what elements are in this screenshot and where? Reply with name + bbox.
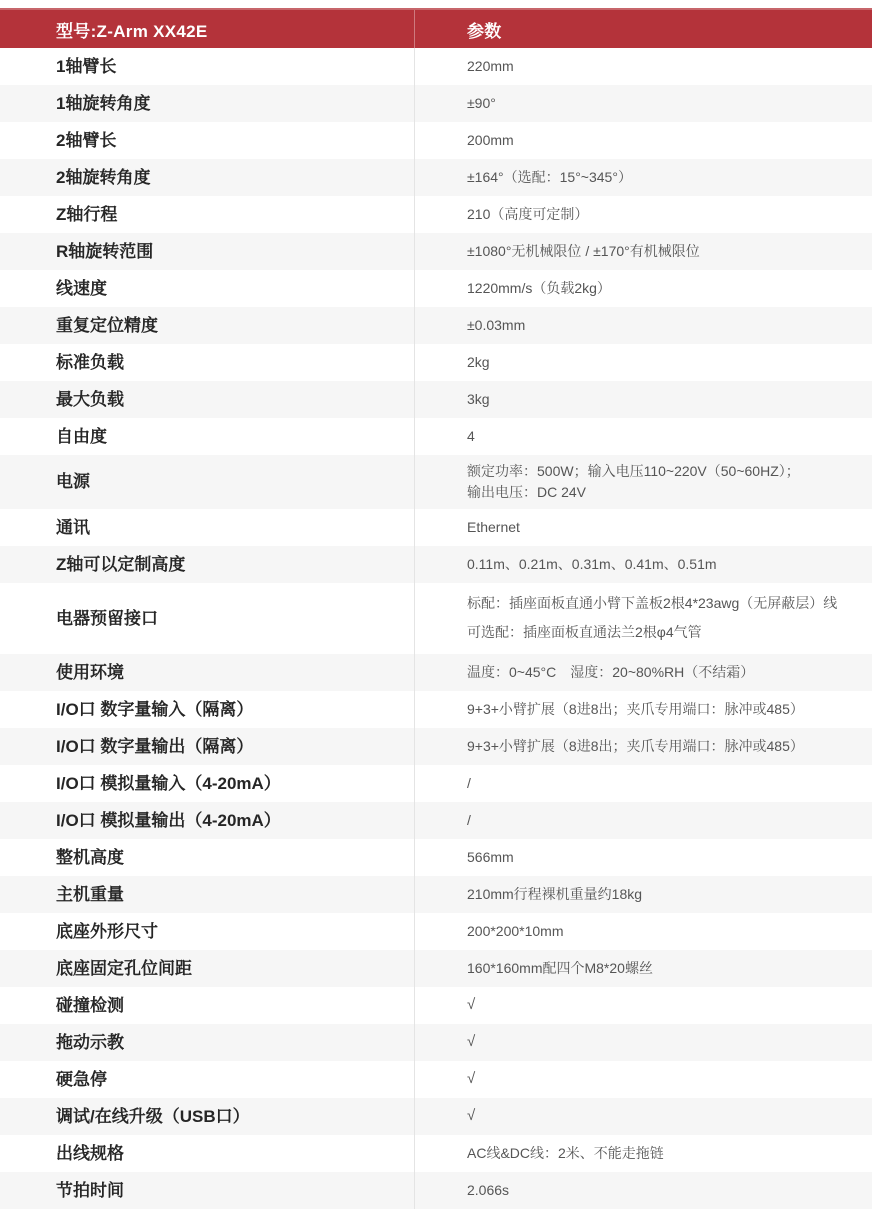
spec-label: 重复定位精度 [56, 315, 158, 335]
spec-label-cell [0, 1135, 415, 1172]
spec-label-cell [0, 344, 415, 381]
spec-label: 1轴旋转角度 [56, 93, 151, 113]
spec-label-cell [0, 876, 415, 913]
spec-label: Z轴行程 [56, 204, 118, 224]
spec-value-cell [415, 546, 872, 583]
spec-value-line: 可选配：插座面板直通法兰2根φ4气管 [467, 624, 702, 641]
table-row [0, 1061, 872, 1098]
spec-value-cell [415, 913, 872, 950]
spec-label: 1轴臂长 [56, 56, 117, 76]
spec-label: 调试/在线升级（USB口） [56, 1106, 250, 1126]
spec-value-cell [415, 728, 872, 765]
spec-label: I/O口 模拟量输出（4-20mA） [56, 810, 281, 830]
spec-label: 最大负载 [56, 389, 124, 409]
spec-label-cell [0, 509, 415, 546]
spec-value-cell [415, 48, 872, 85]
table-body [0, 48, 872, 1209]
spec-value: 2kg [467, 354, 490, 371]
table-header-model-cell [0, 10, 415, 48]
spec-value-cell [415, 1024, 872, 1061]
spec-label: 通讯 [56, 517, 90, 537]
spec-label: 标准负载 [56, 352, 124, 372]
spec-label-cell [0, 583, 415, 654]
spec-value: ±164°（选配：15°~345°） [467, 169, 632, 186]
table-row [0, 418, 872, 455]
spec-label: 使用环境 [56, 662, 124, 682]
table-row [0, 583, 872, 654]
spec-value: Ethernet [467, 519, 520, 536]
spec-label-cell [0, 233, 415, 270]
spec-value: 566mm [467, 848, 514, 865]
spec-value: 4 [467, 428, 475, 445]
spec-label: 自由度 [56, 426, 107, 446]
table-row [0, 270, 872, 307]
spec-value-cell [415, 1061, 872, 1098]
spec-value: 9+3+小臂扩展（8进8出；夹爪专用端口：脉冲或485） [467, 700, 804, 717]
table-row [0, 950, 872, 987]
spec-label-cell [0, 950, 415, 987]
spec-value-cell [415, 1098, 872, 1135]
spec-label-cell [0, 987, 415, 1024]
table-row [0, 728, 872, 765]
table-row [0, 381, 872, 418]
table-row [0, 159, 872, 196]
spec-value-cell [415, 344, 872, 381]
spec-value [467, 461, 854, 503]
spec-label: 主机重量 [56, 884, 124, 904]
spec-value: 温度：0~45°C 湿度：20~80%RH（不结霜） [467, 663, 755, 680]
spec-label-cell [0, 1024, 415, 1061]
spec-value-cell [415, 1135, 872, 1172]
spec-value: √ [467, 1033, 476, 1051]
spec-value-cell [415, 1172, 872, 1209]
table-header-row [0, 8, 872, 48]
spec-label-cell [0, 418, 415, 455]
spec-value: √ [467, 1107, 476, 1125]
spec-label: 电源 [56, 472, 90, 492]
spec-label-cell [0, 1061, 415, 1098]
spec-value: 220mm [467, 58, 514, 75]
spec-label: 拖动示教 [56, 1032, 124, 1052]
spec-value-cell [415, 691, 872, 728]
spec-value [467, 589, 854, 648]
table-row [0, 196, 872, 233]
spec-value-cell [415, 455, 872, 509]
spec-value-line: 输出电压：DC 24V [467, 484, 587, 500]
spec-value: 3kg [467, 391, 490, 408]
spec-label-cell [0, 122, 415, 159]
spec-value-cell [415, 418, 872, 455]
spec-value-cell [415, 159, 872, 196]
spec-value-line: 额定功率：500W；输入电压110~220V（50~60HZ）； [467, 463, 800, 479]
spec-value: 160*160mm配四个M8*20螺丝 [467, 959, 653, 976]
spec-value: 200mm [467, 132, 514, 149]
spec-value-cell [415, 950, 872, 987]
spec-label-cell [0, 85, 415, 122]
spec-label-cell [0, 728, 415, 765]
table-row [0, 987, 872, 1024]
spec-label: 2轴旋转角度 [56, 167, 151, 187]
spec-label: I/O口 数字量输出（隔离） [56, 736, 254, 756]
table-row [0, 1135, 872, 1172]
spec-label-cell [0, 196, 415, 233]
spec-value: ±0.03mm [467, 317, 526, 334]
spec-value-cell [415, 233, 872, 270]
table-row [0, 85, 872, 122]
spec-value-cell [415, 381, 872, 418]
spec-value-cell [415, 876, 872, 913]
spec-value: 210mm行程裸机重量约18kg [467, 885, 643, 902]
spec-value: ±90° [467, 95, 496, 112]
spec-label: R轴旋转范围 [56, 241, 154, 261]
spec-value-cell [415, 85, 872, 122]
spec-label-cell [0, 654, 415, 691]
spec-label-cell [0, 765, 415, 802]
spec-value-cell [415, 765, 872, 802]
spec-value-cell [415, 802, 872, 839]
spec-value-cell [415, 307, 872, 344]
spec-value: 200*200*10mm [467, 922, 564, 939]
table-row [0, 233, 872, 270]
spec-label: 整机高度 [56, 847, 124, 867]
spec-label: 节拍时间 [56, 1180, 124, 1200]
spec-label-cell [0, 270, 415, 307]
table-row [0, 344, 872, 381]
table-row [0, 765, 872, 802]
table-header-param-cell [415, 10, 872, 48]
spec-label: 电器预留接口 [56, 608, 158, 628]
spec-label: 底座外形尺寸 [56, 921, 158, 941]
spec-value: AC线&DC线：2米、不能走拖链 [467, 1144, 664, 1161]
table-row [0, 654, 872, 691]
table-row [0, 307, 872, 344]
table-row [0, 839, 872, 876]
spec-label: 硬急停 [56, 1069, 107, 1089]
spec-value: / [467, 774, 471, 791]
table-row [0, 1024, 872, 1061]
param-title: 参数 [467, 21, 502, 41]
spec-label-cell [0, 307, 415, 344]
table-row [0, 691, 872, 728]
table-row [0, 546, 872, 583]
spec-label-cell [0, 691, 415, 728]
spec-value: 2.066s [467, 1181, 510, 1198]
model-title: 型号:Z-Arm XX42E [56, 21, 208, 41]
spec-label-cell [0, 381, 415, 418]
spec-label-cell [0, 1098, 415, 1135]
spec-label-cell [0, 455, 415, 509]
spec-label: 底座固定孔位间距 [56, 958, 192, 978]
spec-value-cell [415, 839, 872, 876]
spec-label-cell [0, 913, 415, 950]
spec-label: 出线规格 [56, 1143, 124, 1163]
spec-label-cell [0, 159, 415, 196]
spec-label-cell [0, 1172, 415, 1209]
spec-table [0, 8, 872, 1209]
table-row [0, 913, 872, 950]
spec-label: Z轴可以定制高度 [56, 554, 186, 574]
spec-value: √ [467, 996, 476, 1014]
spec-label: I/O口 模拟量输入（4-20mA） [56, 773, 281, 793]
spec-value-cell [415, 509, 872, 546]
spec-label: 碰撞检测 [56, 995, 124, 1015]
spec-value: 9+3+小臂扩展（8进8出；夹爪专用端口：脉冲或485） [467, 737, 804, 754]
table-row [0, 802, 872, 839]
spec-value: 0.11m、0.21m、0.31m、0.41m、0.51m [467, 556, 717, 573]
spec-value-cell [415, 196, 872, 233]
spec-value: / [467, 811, 471, 828]
spec-value-line: 标配：插座面板直通小臂下盖板2根4*23awg（无屏蔽层）线 [467, 595, 838, 611]
spec-label-cell [0, 839, 415, 876]
spec-value-cell [415, 270, 872, 307]
spec-value: 1220mm/s（负载2kg） [467, 280, 611, 297]
spec-value-cell [415, 583, 872, 654]
spec-value: √ [467, 1070, 476, 1088]
spec-label-cell [0, 48, 415, 85]
spec-value: 210（高度可定制） [467, 206, 589, 223]
table-row [0, 509, 872, 546]
spec-value-cell [415, 654, 872, 691]
spec-label-cell [0, 802, 415, 839]
table-row [0, 122, 872, 159]
spec-label: 线速度 [56, 278, 107, 298]
table-row [0, 48, 872, 85]
spec-value: ±1080°无机械限位 / ±170°有机械限位 [467, 243, 700, 260]
spec-value-cell [415, 122, 872, 159]
spec-label-cell [0, 546, 415, 583]
spec-label: 2轴臂长 [56, 130, 117, 150]
spec-value-cell [415, 987, 872, 1024]
table-row [0, 455, 872, 509]
spec-label: I/O口 数字量输入（隔离） [56, 699, 254, 719]
table-row [0, 1172, 872, 1209]
table-row [0, 876, 872, 913]
table-row [0, 1098, 872, 1135]
